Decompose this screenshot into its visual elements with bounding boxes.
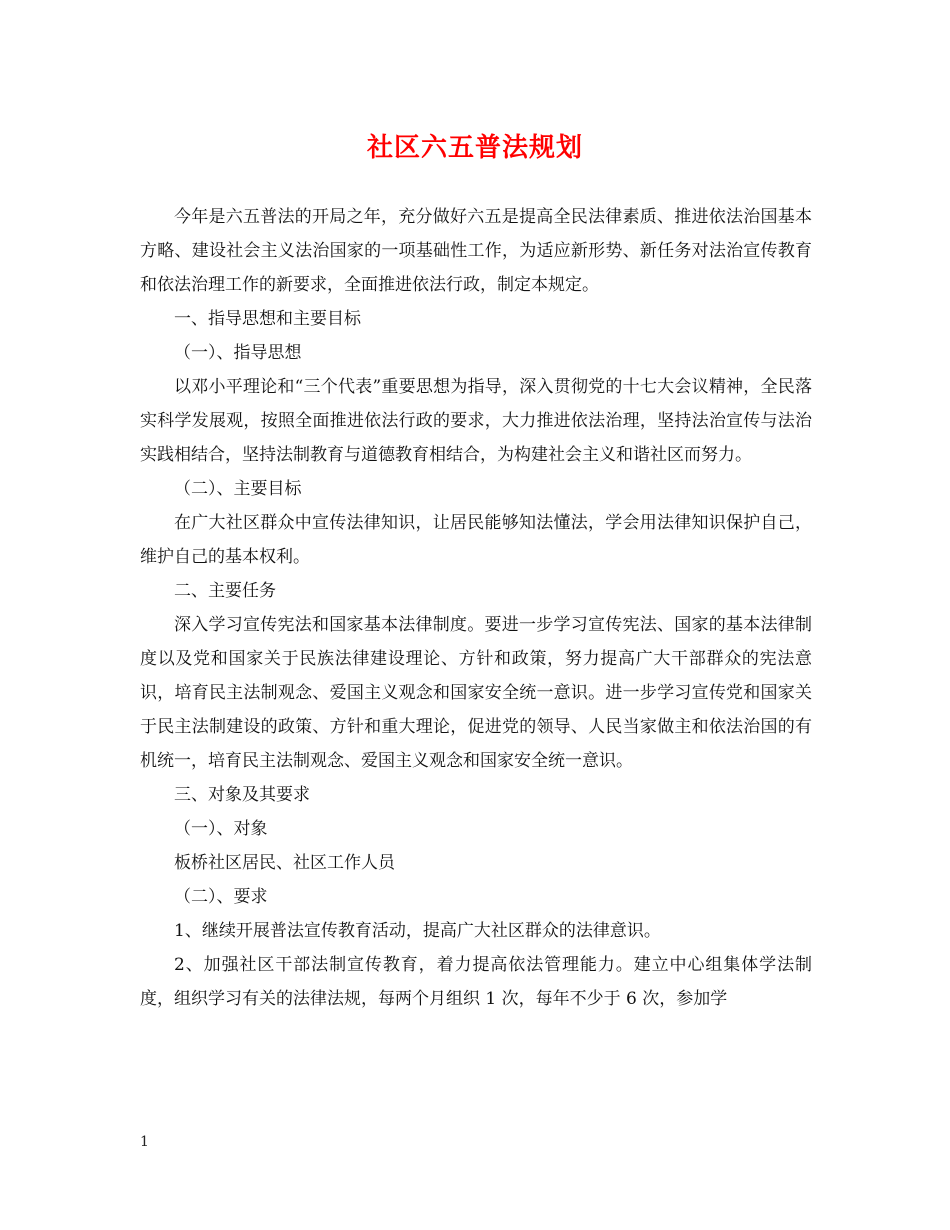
main-goals-paragraph: 在广大社区群众中宣传法律知识，让居民能够知法懂法，学会用法律知识保护自己，维护自己的基本权利。 [140, 513, 812, 567]
page-number: 1 [140, 1134, 149, 1150]
document-title: 社区六五普法规划 [366, 133, 583, 163]
section-heading-targets-and-requirements: 三、对象及其要求 [174, 785, 310, 805]
main-tasks-paragraph: 深入学习宣传宪法和国家基本法律制度。要进一步学习宣传宪法、国家的基本法律制度以及党和国家关于民族法律建设理论、方针和政策，努力提高广大干部群众的宪法意识，培育民主法制观念、爱国主义观念和国家安全统一意识。进一步学习宣传党和国家关于民主法制建设的政策、方针和重大理论，促进党的领导、人民当家做主和依法治国的有机统一，培育民主法制观念、爱国主义观念和国家安全统一意识。 [140, 615, 812, 771]
requirement-item-2: 2、加强社区干部法制宣传教育，着力提高依法管理能力。建立中心组集体学法制度，组织学习有关的法律法规，每两个月组织 1 次，每年不少于 6 次，参加学 [140, 955, 812, 1009]
subheading-guiding-ideas: （一）、指导思想 [174, 343, 302, 363]
section-heading-main-tasks: 二、主要任务 [174, 581, 276, 601]
requirement-item-1: 1、继续开展普法宣传教育活动，提高广大社区群众的法律意识。 [174, 921, 661, 941]
guiding-ideas-paragraph: 以邓小平理论和“三个代表”重要思想为指导，深入贯彻党的十七大会议精神，全民落实科学发展观，按照全面推进依法行政的要求，大力推进依法治理，坚持法治宣传与法治实践相结合，坚持法制教育与道德教育相结合，为构建社会主义和谐社区而努力。 [140, 377, 812, 465]
intro-paragraph: 今年是六五普法的开局之年，充分做好六五是提高全民法律素质、推进依法治国基本方略、建设社会主义法治国家的一项基础性工作，为适应新形势、新任务对法治宣传教育和依法治理工作的新要求，全面推进依法行政，制定本规定。 [140, 207, 812, 295]
document-body [140, 200, 812, 1016]
section-heading-guiding-ideas-and-goals: 一、指导思想和主要目标 [174, 309, 361, 329]
subheading-main-goals: （二）、主要目标 [174, 479, 302, 499]
subheading-targets: （一）、对象 [174, 819, 268, 839]
targets-paragraph: 板桥社区居民、社区工作人员 [174, 853, 395, 873]
subheading-requirements: （二）、要求 [174, 887, 268, 907]
